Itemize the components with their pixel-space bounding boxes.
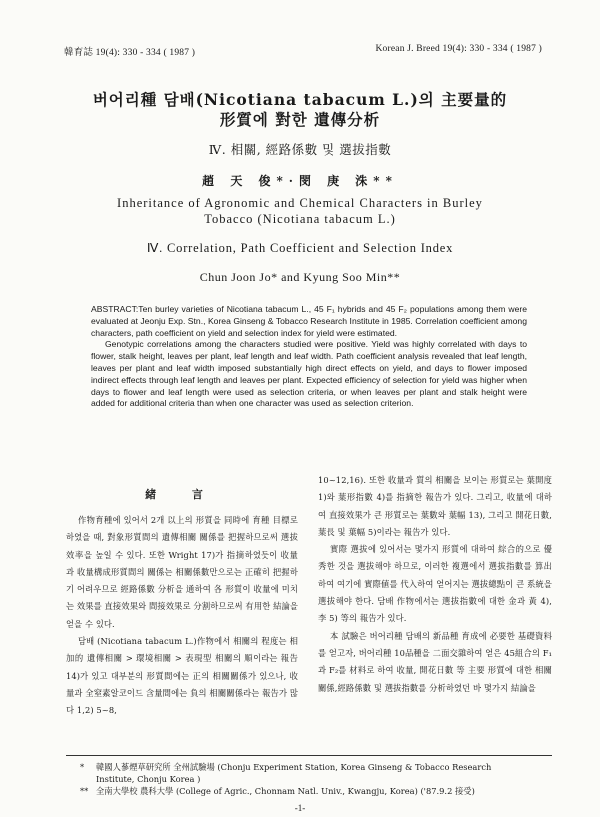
footnote-1-line2: Institute, Chonju Korea ) bbox=[96, 774, 201, 784]
korean-title-line1: 버어리種 담배(Nicotiana tabacum L.)의 主要量的 bbox=[92, 90, 508, 109]
left-col-paragraph-1: 作物育種에 있어서 2개 以上의 形質을 同時에 育種 目標로 하였을 때, 對象形質間의 遺傳相關 關係를 把握하므로써 選拔效率을 높일 수 있다. 또한 Wright 17)가 指摘하였듯이 收量과 收量構成形質間의 關係는 相關係數만으로는 正確히 把握하기 어려우므로 經路係數 分析을 通하여 各 形質이 收量에 미치는 效果를 直接效果와 間接效果로 分割하므로써 有用한 結論을 얻을 수 있다. bbox=[66, 515, 298, 629]
abstract-paragraph-2: Genotypic correlations among the characters studied were positive. Yield was highly correlated with days to flower, stalk height, leaves per plant, leaf length and leaf width. Path coefficient analysis revealed that leaf length, leaves per plant and leaf width imposed substantially high direct effects on yield, and days to flower imposed indirect effects through leaf length and leaves per plant. Expected efficiency of selection for yield was higher when days to flower and leaf length were used as selection criteria, or when leaves per plant and stalk height were added for additional criteria than when one character was used as selection criterion. bbox=[91, 339, 527, 409]
running-header-left: 韓育誌 19(4): 330 - 334 ( 1987 ) bbox=[64, 48, 196, 58]
english-title-line1: Inheritance of Agronomic and Chemical Characters in Burley bbox=[117, 196, 483, 210]
footnote-1 bbox=[80, 761, 560, 785]
footnote-2-mark: ** bbox=[80, 786, 89, 796]
right-column bbox=[318, 472, 552, 697]
english-title-line2: Tobacco (Nicotiana tabacum L.) bbox=[204, 212, 396, 226]
page-number: -1- bbox=[294, 803, 306, 813]
english-subtitle: Ⅳ. Correlation, Path Coefficient and Selection Index bbox=[146, 241, 454, 255]
abstract bbox=[91, 304, 527, 410]
korean-subtitle: Ⅳ. 相關, 經路係數 및 選拔指數 bbox=[208, 142, 392, 157]
footnote-1-mark: * bbox=[80, 762, 85, 772]
right-col-paragraph-0: 10~12,16). 또한 收量과 質의 相關을 보이는 形質로는 葉開度 1)와 葉形指數 4)를 指摘한 報告가 있다. 그리고, 收量에 대하여 直接效果가 큰 形質로는 葉數와 葉幅 13), 그리고 開花日數, 葉長 및 葉幅 5)이라는 報告가 있다. bbox=[318, 475, 552, 537]
footnote-rule bbox=[66, 755, 552, 756]
section-heading-introduction: 緒 言 bbox=[145, 488, 219, 501]
right-col-paragraph-1: 實際 選拔에 있어서는 몇가지 形質에 대하여 綜合的으로 優秀한 것을 選拔해야 하므로, 이러한 複選에서 選拔指數를 算出하여 여기에 實際値를 代入하여 얻어지는 選拔總點이 큰 系統을 選拔해야 한다. 담배 作物에서는 選拔指數에 대한 金과 黃 4), 李 5) 等의 報告가 있다. bbox=[318, 544, 552, 624]
left-column bbox=[66, 512, 298, 720]
footnote-2 bbox=[80, 785, 560, 797]
running-header-right: Korean J. Breed 19(4): 330 - 334 ( 1987 ) bbox=[375, 44, 542, 54]
right-col-paragraph-2: 本 試驗은 버어리種 담배의 新品種 育成에 必要한 基礎資料를 얻고자, 버어리種 10品種을 二面交雜하여 얻은 45組合의 F₁과 F₂를 材料로 하여 收量, 開花日數 等 主要 形質에 대한 相關關係,經路係數 및 選拔指數를 分析하였던 바 몇가지 結論을 bbox=[318, 630, 552, 693]
left-col-paragraph-2: 담배 (Nicotiana tabacum L.)作物에서 相關의 程度는 相加的 遺傳相關 > 環境相關 > 表現型 相關의 順이라는 報告 14)가 있고 대부분의 形質間에는 正의 相關關係가 있으나, 收量과 全窒素알코이드 含量間에는 負의 相關關係라는 報告가 많다 1,2) 5~8, bbox=[66, 636, 298, 716]
korean-authors: 趙 天 俊*·閔 庚 洙** bbox=[202, 174, 398, 188]
footnote-2-line1: 全南大學校 農科大學 (College of Agric., Chonnam Natl. Univ., Kwangju, Korea) ('87.9.2 接受) bbox=[96, 786, 475, 796]
korean-title-line2: 形質에 對한 遺傳分析 bbox=[219, 110, 381, 129]
footnote-1-line1: 韓國人蔘煙草研究所 全州試驗場 (Chonju Experiment Station, Korea Ginseng & Tobacco Research bbox=[96, 762, 492, 772]
abstract-paragraph-1: ABSTRACT:Ten burley varieties of Nicotiana tabacum L., 45 F₁ hybrids and 45 F₂ populations among them were evaluated at Jeonju Exp. Stn., Korea Ginseng & Tobacco Research Institute in 1985. Correlation coefficient among characters, path coefficient on yield and selection index for yield were estimated. bbox=[91, 304, 527, 338]
english-authors: Chun Joon Jo* and Kyung Soo Min** bbox=[199, 270, 401, 284]
